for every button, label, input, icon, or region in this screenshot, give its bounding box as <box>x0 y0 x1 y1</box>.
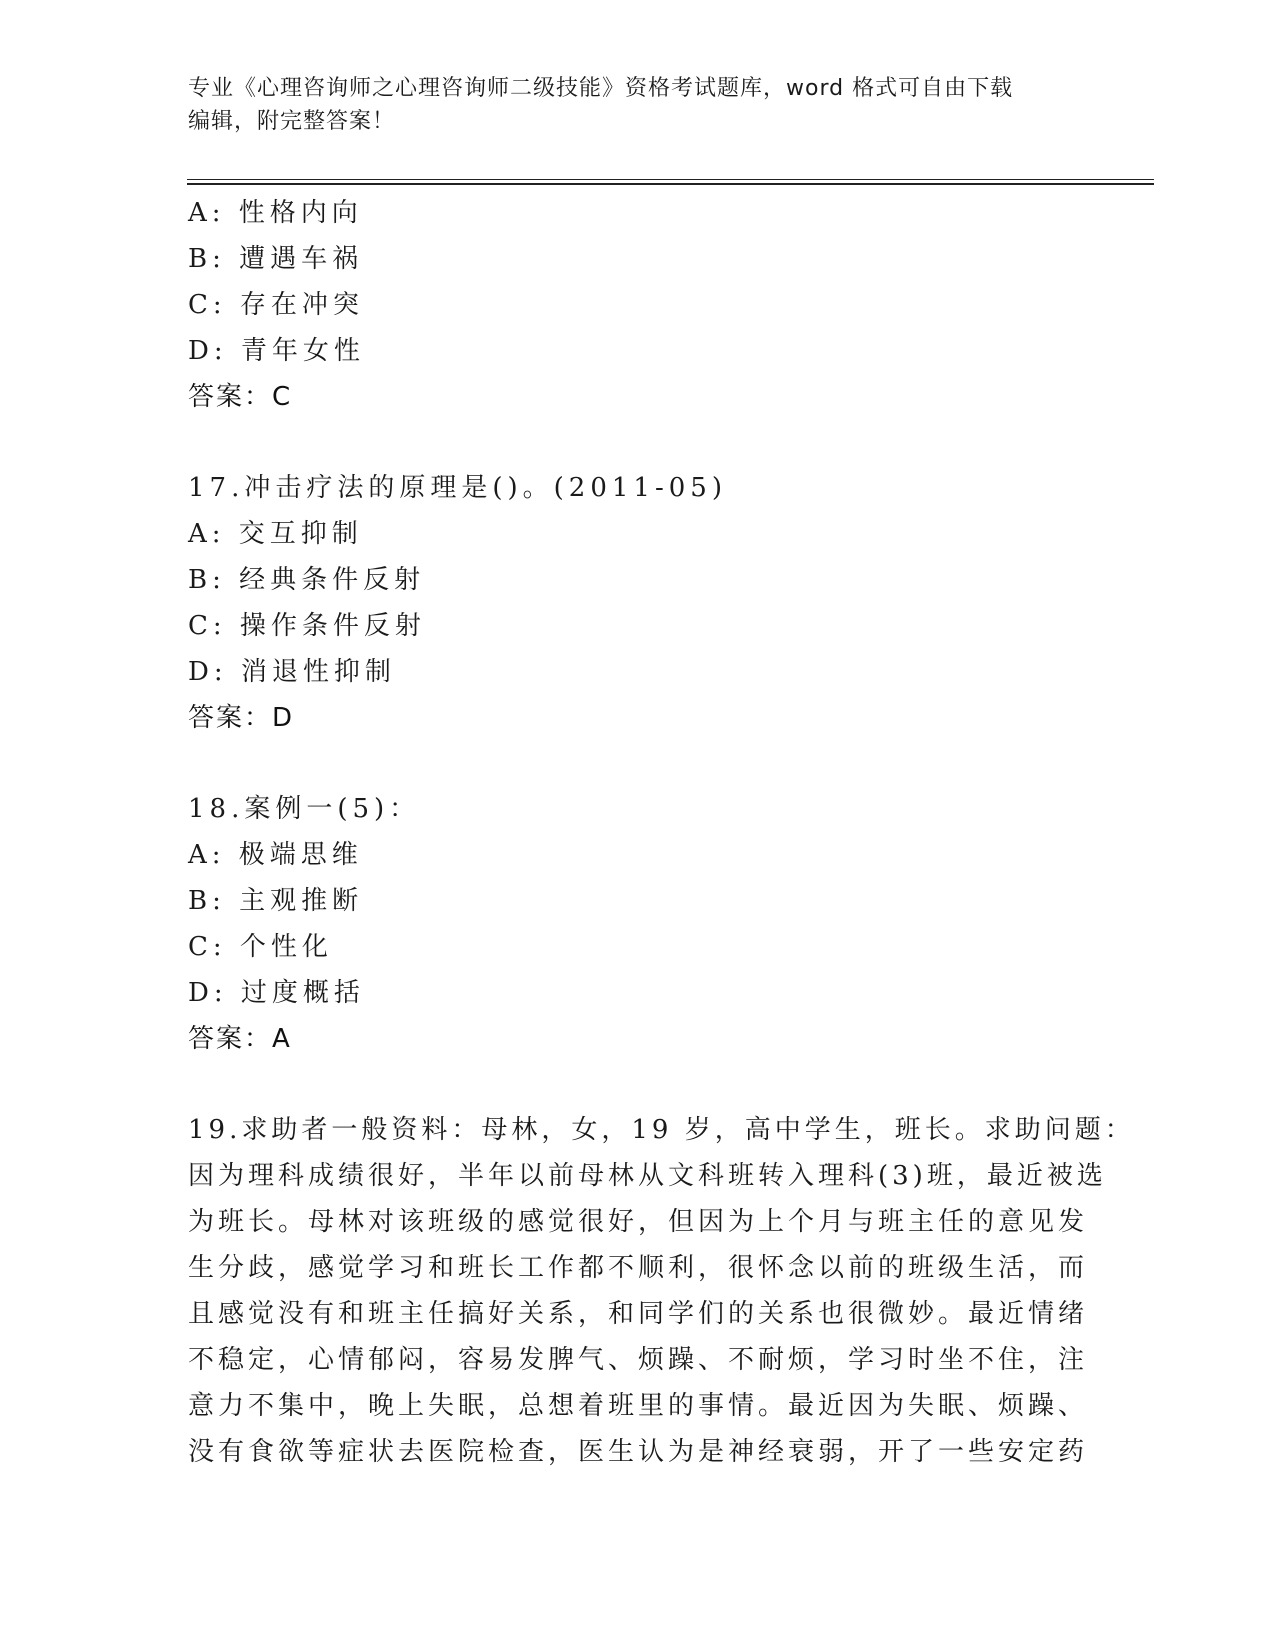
question-stem: 17.冲击疗法的原理是()。(2011-05) <box>188 473 727 503</box>
answer-line: 答案：D <box>188 703 295 733</box>
header-divider-thick <box>187 183 1154 185</box>
question-17 <box>188 465 1088 741</box>
paragraph-line: 19.求助者一般资料：母林，女，19 岁，高中学生，班长。求助问题： <box>188 1115 1135 1145</box>
option-b: B: 主观推断 <box>188 886 364 916</box>
option-d: D: 过度概括 <box>188 978 365 1008</box>
paragraph-line: 因为理科成绩很好，半年以前母林从文科班转入理科(3)班，最近被选 <box>188 1161 1107 1191</box>
paragraph-line: 不稳定，心情郁闷，容易发脾气、烦躁、不耐烦，学习时坐不住，注 <box>188 1345 1089 1375</box>
option-b: B: 经典条件反射 <box>188 565 426 595</box>
question-16 <box>188 190 1088 420</box>
question-stem: 18.案例一(5)： <box>188 794 421 824</box>
option-c: C: 个性化 <box>188 932 333 962</box>
question-18 <box>188 786 1088 1062</box>
paragraph-line: 意力不集中，晚上失眠，总想着班里的事情。最近因为失眠、烦躁、 <box>188 1391 1089 1421</box>
document-body <box>188 190 1135 1475</box>
header-divider-thin <box>187 179 1154 180</box>
question-19 <box>188 1107 1135 1475</box>
option-c: C: 存在冲突 <box>188 290 364 320</box>
paragraph-line: 没有食欲等症状去医院检查，医生认为是神经衰弱，开了一些安定药 <box>188 1437 1089 1467</box>
option-a: A: 极端思维 <box>188 840 363 870</box>
header-line-2: 编辑，附完整答案！ <box>188 109 396 134</box>
option-d: D: 消退性抑制 <box>188 657 396 687</box>
option-b: B: 遭遇车祸 <box>188 244 364 274</box>
answer-line: 答案：A <box>188 1024 292 1054</box>
paragraph-line: 为班长。母林对该班级的感觉很好，但因为上个月与班主任的意见发 <box>188 1207 1089 1237</box>
option-c: C: 操作条件反射 <box>188 611 426 641</box>
option-a: A: 性格内向 <box>188 198 363 228</box>
option-a: A: 交互抑制 <box>188 519 363 549</box>
document-header <box>188 72 1068 138</box>
paragraph-line: 且感觉没有和班主任搞好关系，和同学们的关系也很微妙。最近情绪 <box>188 1299 1089 1329</box>
option-d: D: 青年女性 <box>188 336 365 366</box>
header-line-1: 专业《心理咨询师之心理咨询师二级技能》资格考试题库，word 格式可自由下载 <box>188 76 1014 101</box>
paragraph-line: 生分歧，感觉学习和班长工作都不顺利，很怀念以前的班级生活，而 <box>188 1253 1089 1283</box>
answer-line: 答案：C <box>188 382 293 412</box>
